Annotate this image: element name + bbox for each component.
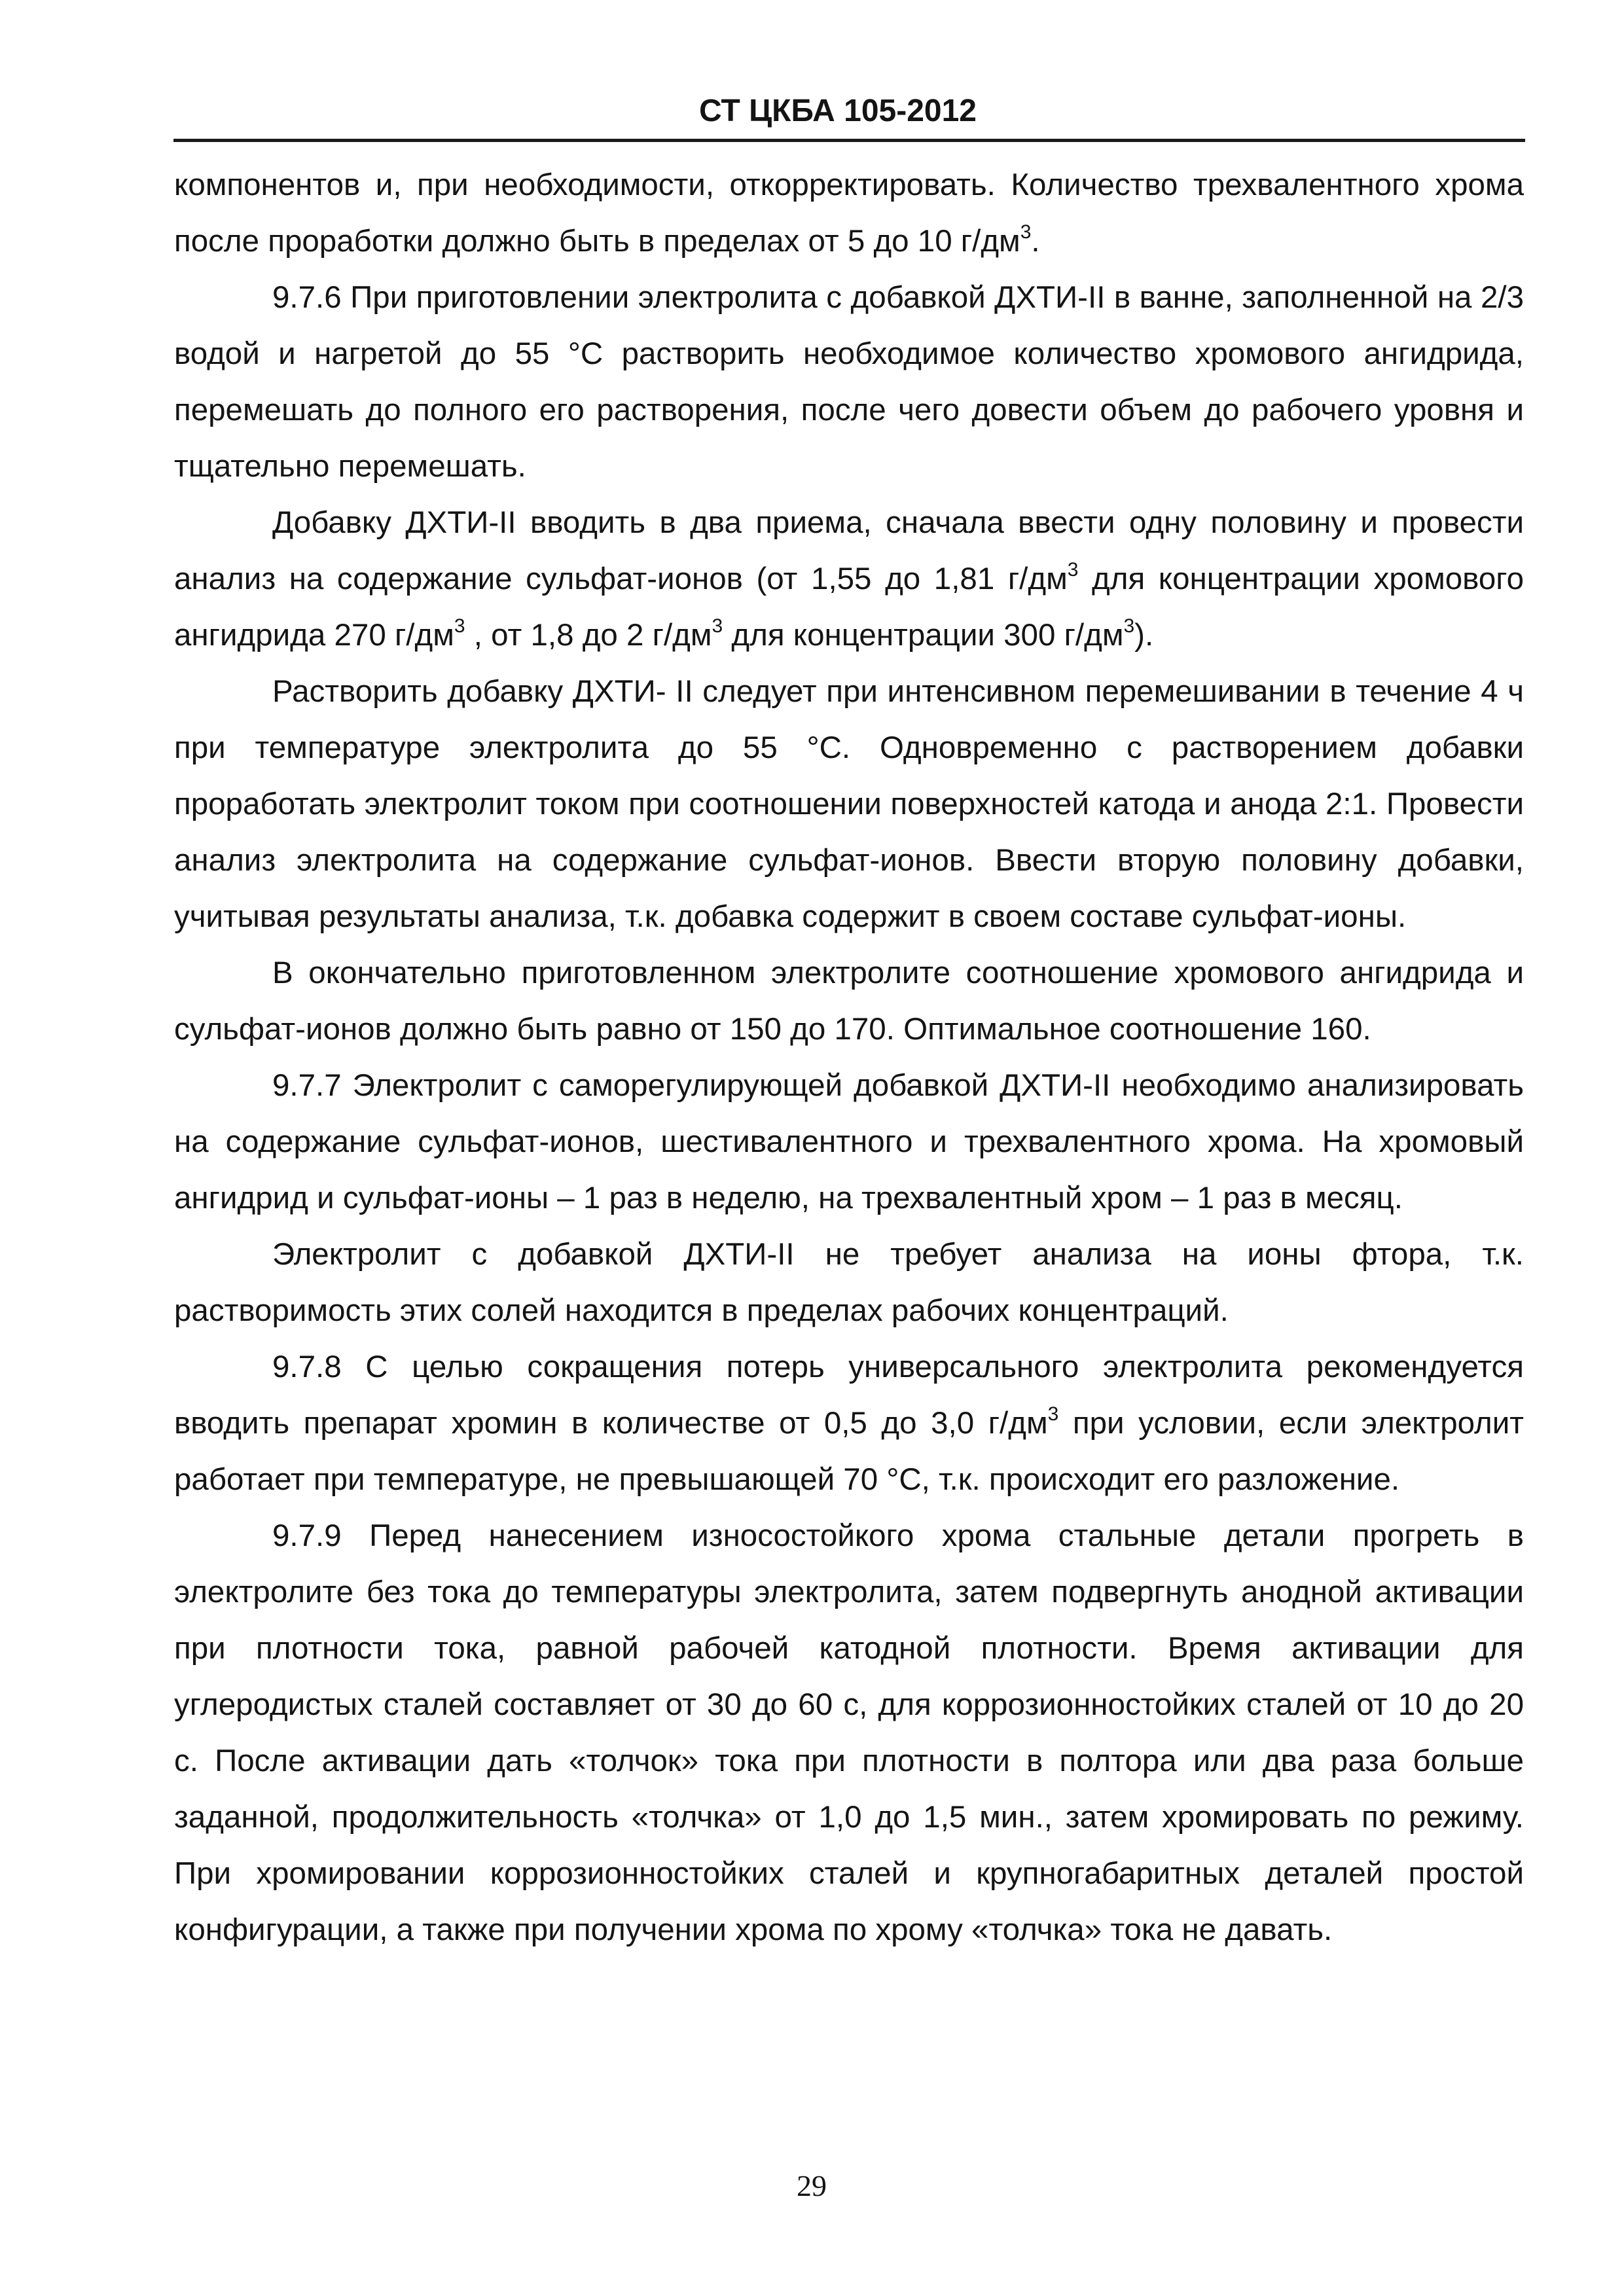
document-body (174, 157, 1524, 1958)
document-header-title: СТ ЦКБА 105-2012 (698, 94, 977, 128)
paragraph-dissolve-additive: Растворить добавку ДХТИ- II следует при интенсивном перемешивании в течение 4 ч при температуре электролита до 55 °С. Одновременно с растворением добавки проработать электролит током при соотношении поверхностей катода и анода 2:1. Провести анализ электролита на содержание сульфат-ионов. Ввести вторую половину добавки, учитывая результаты анализа, т.к. добавка содержит в своем составе сульфат-ионы. (174, 674, 1524, 934)
paragraph-9-7-6: 9.7.6 При приготовлении электролита с добавкой ДХТИ-II в ванне, заполненной на 2/3 водой и нагретой до 55 °С растворить необходимое количество хромового ангидрида, перемешать до полного его растворения, после чего довести объем до рабочего уровня и тщательно перемешать. (174, 280, 1524, 484)
paragraph-text: компонентов и, при необходимости, откорректировать. Количество трехвалентного хрома после проработки должно быть в пределах от 5 до 10 г/дм (174, 168, 1524, 259)
paragraph-text: . (1031, 224, 1040, 259)
paragraph-additive-introduction (174, 495, 1524, 664)
paragraph-text: при условии, если электролит работает при температуре, не превышающей 70 °С, т.к. происходит его разложение. (174, 1406, 1525, 1497)
paragraph-final-ratio: В окончательно приготовленном электролите соотношение хромового ангидрида и сульфат-ионов должно быть равно от 150 до 170. Оптимальное соотношение 160. (174, 956, 1524, 1047)
paragraph-text: для концентрации хромового ангидрида 270 г/дм (174, 562, 1524, 653)
superscript-exponent: 3 (1020, 221, 1032, 243)
paragraph-text: ). (1134, 618, 1154, 653)
superscript-exponent: 3 (712, 615, 723, 637)
superscript-exponent: 3 (454, 615, 465, 637)
paragraph-text: 9.7.8 С целью сокращения потерь универсального электролита рекомендуется вводить препарат хромин в количестве от 0,5 до 3,0 г/дм (174, 1350, 1524, 1441)
page-number: 29 (797, 2169, 827, 2202)
paragraph-text: для концентрации 300 г/дм (723, 618, 1124, 653)
superscript-exponent: 3 (1067, 559, 1079, 581)
header-divider (173, 139, 1525, 142)
paragraph-9-7-9: 9.7.9 Перед нанесением износостойкого хрома стальные детали прогреть в электролите без тока до температуры электролита, затем подвергнуть анодной активации при плотности тока, равной рабочей катодной плотности. Время активации для углеродистых сталей составляет от 30 до 60 с, для коррозионностойких сталей от 10 до 20 с. После активации дать «толчок» тока при плотности в полтора или два раза больше заданной, продолжительность «толчка» от 1,0 до 1,5 мин., затем хромировать по режиму. При хромировании коррозионностойких сталей и крупногабаритных деталей простой конфигурации, а также при получении хрома по хрому «толчка» тока не давать. (174, 1518, 1524, 1947)
paragraph-text: Добавку ДХТИ-II вводить в два приема, сначала ввести одну половину и провести анализ на содержание сульфат-ионов (от 1,55 до 1,81 г/дм (174, 505, 1524, 596)
paragraph-9-7-8 (174, 1339, 1524, 1508)
superscript-exponent: 3 (1047, 1403, 1059, 1425)
paragraph-continuation (174, 157, 1524, 270)
paragraph-9-7-7: 9.7.7 Электролит с саморегулирующей добавкой ДХТИ-II необходимо анализировать на содержание сульфат-ионов, шестивалентного и трехвалентного хрома. На хромовый ангидрид и сульфат-ионы – 1 раз в неделю, на трехвалентный хром – 1 раз в месяц. (174, 1068, 1524, 1215)
paragraph-text: , от 1,8 до 2 г/дм (465, 618, 712, 653)
superscript-exponent: 3 (1123, 615, 1135, 637)
paragraph-fluorine-analysis: Электролит с добавкой ДХТИ-II не требует анализа на ионы фтора, т.к. растворимость этих солей находится в пределах рабочих концентраций. (174, 1237, 1524, 1328)
